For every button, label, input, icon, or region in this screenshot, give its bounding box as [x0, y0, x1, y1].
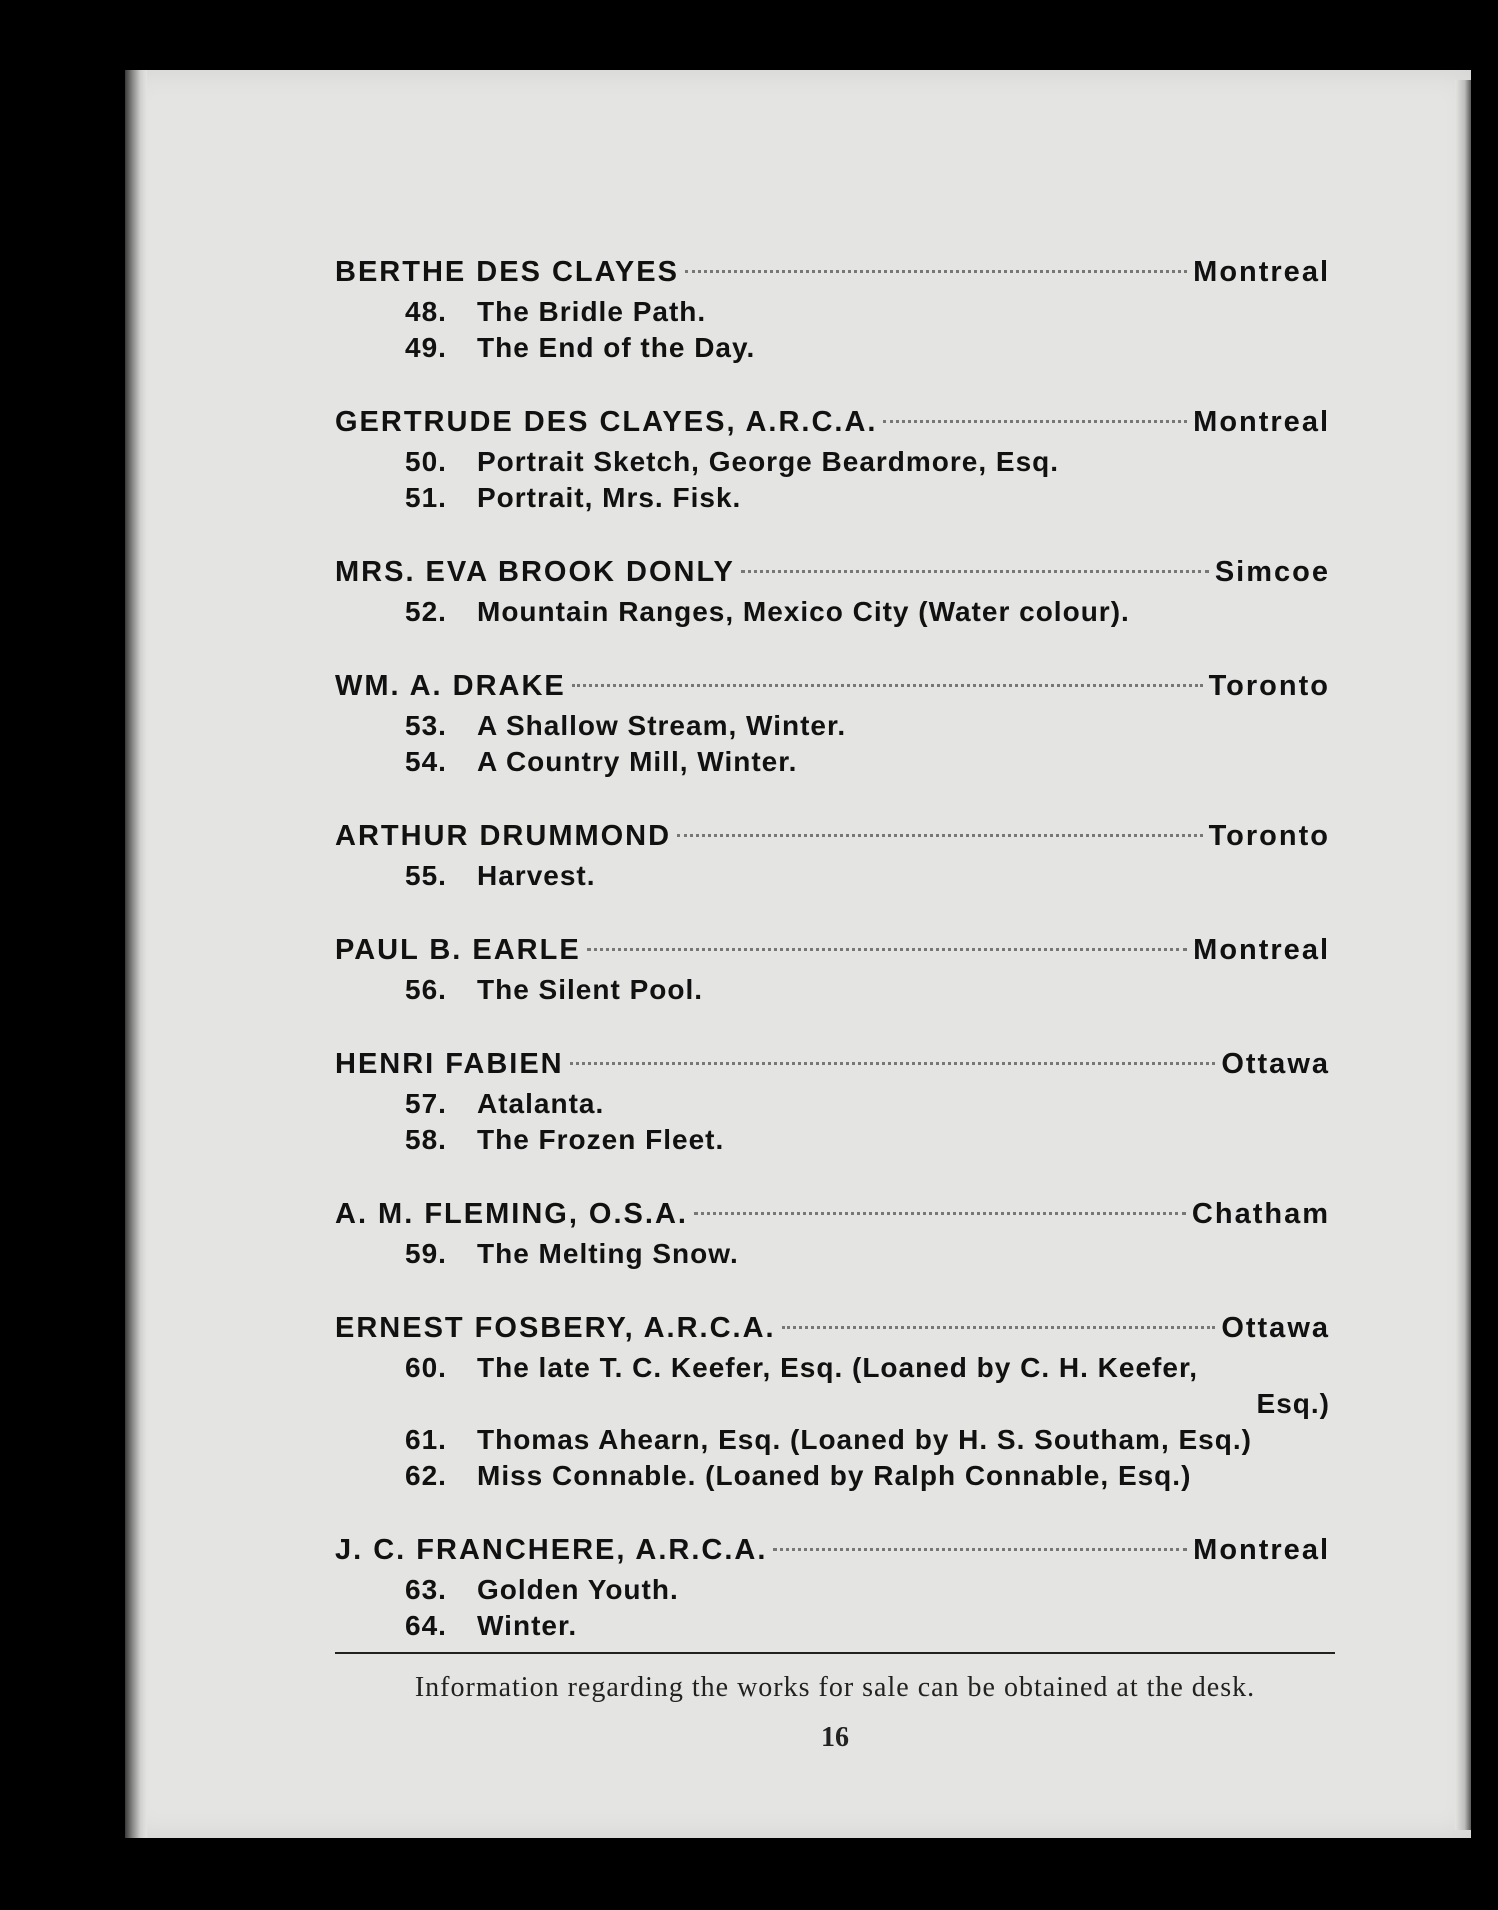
dot-leader: [773, 1548, 1187, 1551]
work-title-text: Atalanta.: [477, 1088, 605, 1119]
dot-leader: [572, 684, 1203, 687]
work-title-continuation: Esq.): [1256, 1388, 1330, 1419]
artist-entry: [335, 400, 1330, 516]
dot-leader: [782, 1326, 1216, 1329]
work-number: 54.: [405, 746, 447, 777]
work-title: [477, 1236, 1330, 1272]
dot-leader: [741, 570, 1209, 573]
footer-note: Information regarding the works for sale can be obtained at the desk.: [414, 1672, 1256, 1703]
work-number: 56.: [405, 974, 447, 1005]
artist-entry: [335, 664, 1330, 780]
artist-row: [335, 814, 1330, 858]
work-number: 61.: [405, 1424, 447, 1455]
work-item: [335, 294, 1330, 330]
work-item: [335, 1350, 1330, 1422]
artist-name: HENRI FABIEN: [335, 1048, 564, 1080]
artist-row: [335, 1528, 1330, 1572]
dot-leader: [685, 270, 1187, 273]
entry-spacer: [335, 1158, 1330, 1192]
work-number: 55.: [405, 860, 447, 891]
dot-leader: [694, 1212, 1186, 1215]
work-title: [477, 444, 1330, 480]
work-item: [335, 858, 1330, 894]
work-title-text: The Silent Pool.: [477, 974, 704, 1005]
work-title-text: Harvest.: [477, 860, 596, 891]
artist-city: Ottawa: [1221, 1312, 1330, 1344]
artist-entry: [335, 250, 1330, 366]
work-title-text: A Country Mill, Winter.: [477, 746, 798, 777]
artist-city: Ottawa: [1221, 1048, 1330, 1080]
artist-entry: [335, 928, 1330, 1008]
works-list: [335, 1572, 1330, 1644]
dot-leader: [883, 420, 1187, 423]
work-title-text: The Frozen Fleet.: [477, 1124, 725, 1155]
work-title-text: The Melting Snow.: [477, 1238, 739, 1269]
work-title: [477, 480, 1330, 516]
work-title: [477, 972, 1330, 1008]
page-number: 16: [821, 1722, 849, 1753]
artist-name: WM. A. DRAKE: [335, 670, 566, 702]
entry-spacer: [335, 366, 1330, 400]
artist-row: [335, 928, 1330, 972]
work-number: 58.: [405, 1124, 447, 1155]
entry-spacer: [335, 1008, 1330, 1042]
work-item: [335, 744, 1330, 780]
work-number: 64.: [405, 1610, 447, 1641]
entry-spacer: [335, 780, 1330, 814]
work-title-text: Winter.: [477, 1610, 578, 1641]
artist-entry: [335, 814, 1330, 894]
work-item: [335, 444, 1330, 480]
artist-row: [335, 550, 1330, 594]
work-number: 62.: [405, 1460, 447, 1491]
artist-row: [335, 250, 1330, 294]
work-number: 60.: [405, 1352, 447, 1383]
artist-row: [335, 1192, 1330, 1236]
work-number: 49.: [405, 332, 447, 363]
work-number: 63.: [405, 1574, 447, 1605]
artist-row: [335, 664, 1330, 708]
artist-entry: [335, 550, 1330, 630]
artist-city: Montreal: [1193, 256, 1330, 288]
entry-spacer: [335, 516, 1330, 550]
artist-entry: [335, 1042, 1330, 1158]
work-title-text: The Bridle Path.: [477, 296, 707, 327]
work-number: 59.: [405, 1238, 447, 1269]
work-item: [335, 1122, 1330, 1158]
page-edge: [1455, 80, 1471, 1830]
artist-name: PAUL B. EARLE: [335, 934, 581, 966]
work-title: [477, 1422, 1330, 1458]
work-title: [477, 1122, 1330, 1158]
work-title: [477, 1572, 1330, 1608]
work-title: [477, 1458, 1330, 1494]
work-number: 48.: [405, 296, 447, 327]
work-title-text: Portrait, Mrs. Fisk.: [477, 482, 742, 513]
artist-city: Toronto: [1208, 670, 1330, 702]
dot-leader: [677, 834, 1203, 837]
artist-city: Montreal: [1193, 1534, 1330, 1566]
works-list: [335, 294, 1330, 366]
work-title-text: The End of the Day.: [477, 332, 756, 363]
artist-city: Montreal: [1193, 406, 1330, 438]
works-list: [335, 858, 1330, 894]
work-title-text: A Shallow Stream, Winter.: [477, 710, 847, 741]
works-list: [335, 972, 1330, 1008]
work-title-text: Thomas Ahearn, Esq. (Loaned by H. S. Southam, Esq.): [477, 1424, 1252, 1455]
artist-list: [335, 250, 1330, 1644]
work-item: [335, 708, 1330, 744]
work-title-text: The late T. C. Keefer, Esq. (Loaned by C. H. Keefer,: [477, 1352, 1199, 1383]
work-item: [335, 1608, 1330, 1644]
work-title: [477, 1086, 1330, 1122]
dot-leader: [570, 1062, 1216, 1065]
entry-spacer: [335, 1272, 1330, 1306]
dot-leader: [587, 948, 1187, 951]
work-title: [477, 744, 1330, 780]
work-item: [335, 594, 1330, 630]
work-title: [477, 858, 1330, 894]
work-number: 50.: [405, 446, 447, 477]
work-number: 52.: [405, 596, 447, 627]
work-title: [477, 1608, 1330, 1644]
work-number: 53.: [405, 710, 447, 741]
artist-name: BERTHE DES CLAYES: [335, 256, 679, 288]
work-item: [335, 1422, 1330, 1458]
artist-name: ERNEST FOSBERY, A.R.C.A.: [335, 1312, 776, 1344]
entry-spacer: [335, 1494, 1330, 1528]
artist-city: Toronto: [1208, 820, 1330, 852]
artist-row: [335, 1042, 1330, 1086]
artist-name: J. C. FRANCHERE, A.R.C.A.: [335, 1534, 768, 1566]
artist-city: Montreal: [1193, 934, 1330, 966]
work-title-text: Golden Youth.: [477, 1574, 679, 1605]
work-item: [335, 480, 1330, 516]
artist-name: A. M. FLEMING, O.S.A.: [335, 1198, 688, 1230]
artist-row: [335, 400, 1330, 444]
work-item: [335, 1086, 1330, 1122]
artist-city: Simcoe: [1214, 556, 1330, 588]
work-title-text: Portrait Sketch, George Beardmore, Esq.: [477, 446, 1060, 477]
book-spine: [125, 70, 147, 1838]
work-item: [335, 972, 1330, 1008]
works-list: [335, 1350, 1330, 1494]
work-item: [335, 1572, 1330, 1608]
work-number: 57.: [405, 1088, 447, 1119]
works-list: [335, 444, 1330, 516]
work-title: [477, 330, 1330, 366]
works-list: [335, 1086, 1330, 1158]
work-title: [477, 294, 1330, 330]
footer-rule: [335, 1652, 1335, 1654]
work-title-text: Mountain Ranges, Mexico City (Water colour).: [477, 596, 1130, 627]
artist-row: [335, 1306, 1330, 1350]
artist-entry: [335, 1192, 1330, 1272]
artist-name: GERTRUDE DES CLAYES, A.R.C.A.: [335, 406, 878, 438]
work-item: [335, 330, 1330, 366]
artist-entry: [335, 1306, 1330, 1494]
works-list: [335, 1236, 1330, 1272]
work-title: [477, 708, 1330, 744]
work-title: [477, 594, 1330, 630]
work-item: [335, 1236, 1330, 1272]
artist-name: MRS. EVA BROOK DONLY: [335, 556, 735, 588]
artist-name: ARTHUR DRUMMOND: [335, 820, 672, 852]
work-number: 51.: [405, 482, 447, 513]
work-item: [335, 1458, 1330, 1494]
artist-entry: [335, 1528, 1330, 1644]
work-title-text: Miss Connable. (Loaned by Ralph Connable, Esq.): [477, 1460, 1192, 1491]
work-title: [477, 1350, 1330, 1422]
artist-city: Chatham: [1191, 1198, 1330, 1230]
entry-spacer: [335, 630, 1330, 664]
works-list: [335, 708, 1330, 780]
works-list: [335, 594, 1330, 630]
entry-spacer: [335, 894, 1330, 928]
